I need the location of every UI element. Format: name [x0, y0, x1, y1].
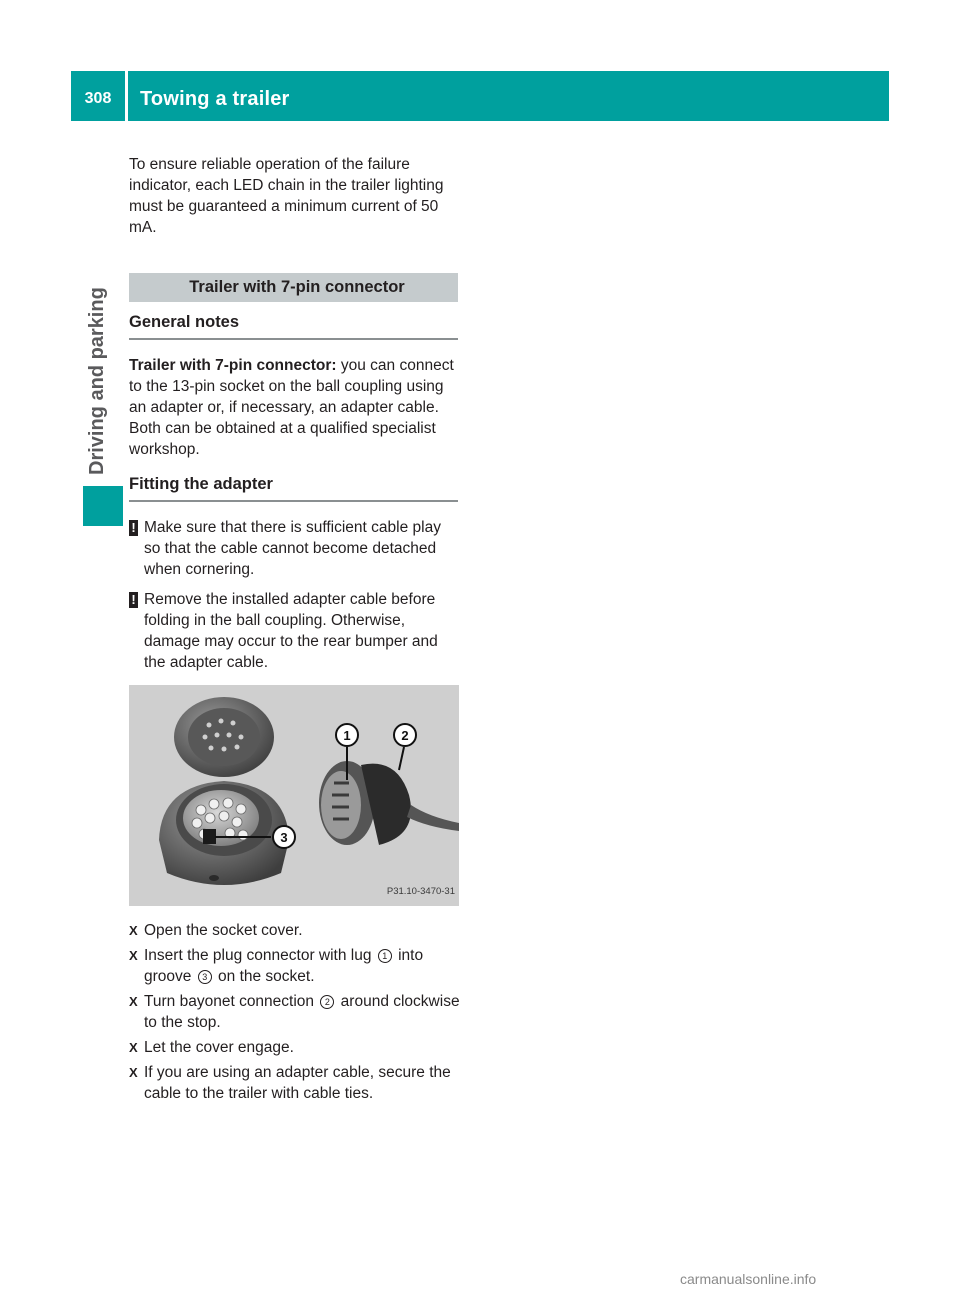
step-item [129, 945, 461, 987]
callout-3-label: 3 [280, 830, 288, 845]
step-item [129, 1037, 461, 1058]
callout-ref: 1 [378, 949, 392, 963]
warning-item [129, 517, 461, 580]
step-text: on the socket. [218, 968, 315, 985]
socket-figure [129, 685, 459, 906]
step-item [129, 920, 461, 941]
callout-ref: 3 [198, 970, 212, 984]
callout-ref: 2 [320, 995, 334, 1009]
step-text: If you are using an adapter cable, secure the cable to the trailer with cable ties. [144, 1064, 451, 1102]
instruction-list [129, 920, 461, 1104]
socket-illustration [129, 685, 459, 906]
callout-1-label: 1 [343, 728, 351, 743]
warning-icon: ! [129, 592, 138, 608]
main-column [129, 154, 461, 1108]
section-heading: Trailer with 7-pin connector [129, 273, 458, 302]
step-text: Open the socket cover. [144, 922, 303, 939]
intro-paragraph: To ensure reliable operation of the failure indicator, each LED chain in the trailer lighting must be guaranteed a minimum current of 50 mA. [129, 156, 444, 236]
step-arrow-icon: X [129, 948, 138, 963]
general-notes-bold: Trailer with 7-pin connector: [129, 357, 337, 374]
warning-icon: ! [129, 520, 138, 536]
header-divider [125, 71, 128, 121]
step-arrow-icon: X [129, 994, 138, 1009]
step-text: Insert the plug connector with lug [144, 947, 372, 964]
watermark: carmanualsonline.info [680, 1271, 817, 1287]
warning-item [129, 589, 461, 673]
step-text: Let the cover engage. [144, 1039, 294, 1056]
step-arrow-icon: X [129, 923, 138, 938]
step-text: Turn bayonet connection [144, 993, 315, 1010]
step-arrow-icon: X [129, 1040, 138, 1055]
warning-text: Make sure that there is sufficient cable play so that the cable cannot become detached when cornering. [144, 519, 441, 578]
general-notes-paragraph [129, 355, 461, 460]
socket-groove [203, 829, 216, 844]
step-arrow-icon: X [129, 1065, 138, 1080]
step-item [129, 991, 461, 1033]
step-text: into groove [144, 947, 424, 985]
step-text: around clockwise to the stop. [144, 993, 460, 1031]
fitting-heading: Fitting the adapter [129, 474, 458, 502]
callout-2-label: 2 [401, 728, 409, 743]
step-item [129, 1062, 461, 1104]
side-tab-marker [83, 486, 123, 526]
general-notes-text: you can connect to the 13-pin socket on the ball coupling using an adapter or, if necessary, an adapter cable. Both can be obtained at a qualified specialist workshop. [129, 357, 454, 458]
side-tab-label: Driving and parking [86, 287, 108, 475]
warning-text: Remove the installed adapter cable before folding in the ball coupling. Otherwise, damage may occur to the rear bumper and the adapter cable. [144, 591, 438, 671]
chapter-title: Towing a trailer [140, 88, 290, 110]
figure-code: P31.10-3470-31 [386, 886, 455, 897]
general-notes-heading: General notes [129, 312, 458, 340]
page-number: 308 [84, 90, 112, 107]
